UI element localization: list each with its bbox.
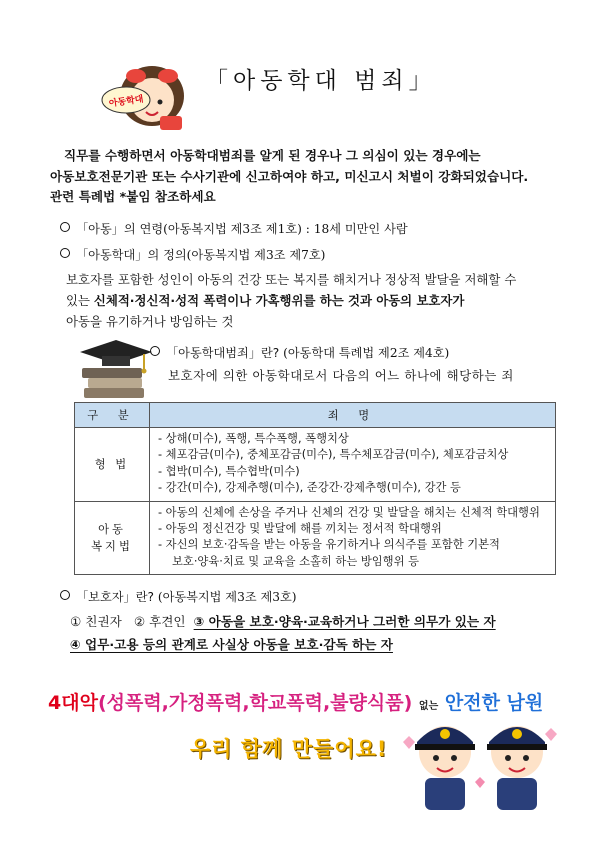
police-mascots-illustration (395, 712, 565, 817)
intro-line-1: 직무를 수행하면서 아동학대범죄를 알게 된 경우나 그 의심이 있는 경우에는 (64, 148, 481, 163)
circle-bullet-icon (150, 346, 160, 356)
child-welfare-items (150, 501, 556, 575)
abuse-crime-subtitle: 보호자에 의한 아동학대로서 다음의 어느 하나에 해당하는 죄 (168, 368, 515, 383)
list-item: - 아동의 신체에 손상을 주거나 신체의 건강 및 발달을 해치는 신체적 학대행위 (158, 505, 540, 519)
abuse-crime-term: 「아동학대범죄」란? (166, 346, 280, 360)
list-item: 보호·양육·치료 및 교육을 소홀히 하는 방임행위 등 (172, 554, 419, 568)
slogan-four-evils: 4대악 (48, 692, 98, 714)
slogan-safe-namwon: 안전한 남원 (444, 692, 544, 714)
guardian-heading (60, 588, 297, 605)
list-item: - 상해(미수), 폭행, 특수폭행, 폭행치상 (158, 432, 349, 445)
child-age-term: 「아동」의 연령 (76, 222, 164, 236)
guardian-item-2: ② 후견인 (133, 614, 186, 629)
header-category: 구 분 (75, 403, 150, 428)
category-child-welfare-act (75, 501, 150, 575)
criminal-law-items (150, 428, 556, 502)
abuse-crime-ref: (아동학대 특례법 제2조 제4호) (283, 346, 450, 360)
guardian-item-1: ① 친권자 (70, 614, 122, 629)
crime-table (74, 402, 556, 575)
category-line-2: 복지법 (91, 539, 133, 553)
intro-line-3: 관련 특례법 *붙임 참조하세요 (50, 189, 216, 204)
child-abuse-definition (66, 269, 556, 332)
category-criminal-law: 형 법 (75, 428, 150, 502)
definition-line-2 (66, 290, 556, 311)
circle-bullet-icon (60, 590, 70, 600)
guardian-item-4: ④ 업무·고용 등의 관계로 사실상 아동을 보호·감독 하는 자 (70, 637, 393, 652)
abuse-crime-heading (150, 344, 449, 361)
child-abuse-ref: (아동복지법 제3조 제7호) (186, 248, 326, 262)
graduation-cap-books-icon (78, 338, 154, 410)
header-crime-name: 죄 명 (150, 403, 556, 428)
table-row (75, 428, 556, 502)
guardian-item-3: ③ 아동을 보호·양육·교육하거나 그러한 의무가 있는 자 (193, 614, 496, 629)
child-age-ref: (아동복지법 제3조 제1호) (163, 222, 302, 236)
slogan-line-1 (48, 688, 543, 715)
definition-line-2-prefix: 있는 (66, 293, 94, 308)
definition-line-2-bold: 신체적·정신적·성적 폭력이나 가혹행위를 하는 것과 아동의 보호자가 (93, 293, 465, 308)
table-row (75, 501, 556, 575)
child-mascot-illustration (100, 54, 190, 134)
definition-line-1: 보호자를 포함한 성인이 아동의 건강 또는 복지를 해치거나 정상적 발달을 저해할 수 (66, 272, 517, 287)
list-item: - 체포감금(미수), 중체포감금(미수), 특수체포감금(미수), 체포감금치상 (158, 448, 509, 462)
slogan-line-2: 우리 함께 만들어요! (190, 737, 388, 761)
list-item: - 협박(미수), 특수협박(미수) (158, 464, 300, 478)
mascot-sign-text: 아동학대 (108, 94, 145, 110)
child-age-definition (60, 220, 408, 237)
definition-line-3: 아동을 유기하거나 방임하는 것 (66, 314, 234, 329)
child-abuse-term: 「아동학대」의 정의 (76, 248, 187, 262)
page-title: 「아동학대 범죄」 (205, 68, 437, 94)
list-item: - 강간(미수), 강제추행(미수), 준강간·강제추행(미수), 강간 등 (158, 481, 461, 495)
list-item: - 아동의 정신건강 및 발달에 해를 끼치는 정서적 학대행위 (158, 522, 442, 536)
guardian-term: 「보호자」란? (76, 590, 154, 604)
guardian-ref: (아동복지법 제3조 제3호) (157, 590, 297, 604)
circle-bullet-icon (60, 248, 70, 258)
table-header-row (75, 403, 556, 428)
intro-line-2: 아동보호전문기관 또는 수사기관에 신고하여야 하고, 미신고시 처벌이 강화되었습니다. (50, 168, 529, 184)
slogan-without: 없는 (418, 701, 439, 712)
category-line-1: 아동 (98, 522, 126, 536)
list-item: - 자신의 보호·감독을 받는 아동을 유기하거나 의식주를 포함한 기본적 (158, 538, 500, 552)
child-abuse-heading (60, 246, 325, 263)
guardian-list-line-1 (70, 611, 496, 630)
slogan-evils-list: (성폭력,가정폭력,학교폭력,불량식품) (97, 692, 413, 714)
circle-bullet-icon (60, 222, 70, 232)
intro-text (50, 146, 570, 208)
child-age-value: : 18세 미만인 사람 (305, 222, 408, 236)
